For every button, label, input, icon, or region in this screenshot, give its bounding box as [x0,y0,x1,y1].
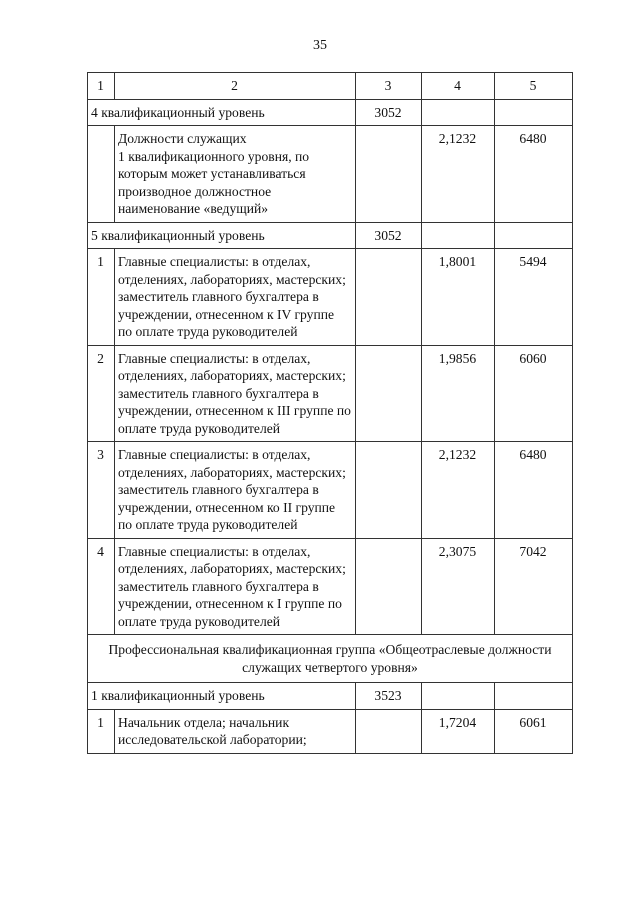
empty-cell [495,683,573,710]
table-row [88,126,573,223]
empty-cell [356,442,422,539]
table-header-row [88,73,573,100]
coefficient: 2,3075 [422,538,495,635]
table-row [88,249,573,346]
level-label: 1 квалификационный уровень [88,683,356,710]
level-code: 3052 [356,222,422,249]
table-row-level [88,99,573,126]
empty-cell [495,99,573,126]
position-name: Должности служащих 1 квалификационного уровня, по которым может устанавливаться производное должностное наименование «ведущий» [115,126,356,223]
header-col-3: 3 [356,73,422,100]
page-number: 35 [313,38,327,53]
level-code: 3052 [356,99,422,126]
row-number: 2 [88,345,115,442]
header-col-4: 4 [422,73,495,100]
empty-cell [422,99,495,126]
table-row [88,538,573,635]
coefficient: 1,7204 [422,709,495,753]
group-title: Профессиональная квалификационная группа «Общеотраслевые должности служащих четвертого уровня» [88,635,573,683]
salary: 6061 [495,709,573,753]
header-col-2: 2 [115,73,356,100]
level-label: 5 квалификационный уровень [88,222,356,249]
empty-cell [356,126,422,223]
coefficient: 2,1232 [422,126,495,223]
position-name: Главные специалисты: в отделах, отделениях, лабораториях, мастерских; заместитель главного бухгалтера в учреждении, отнесенном ко II группе по оплате труда руководителей [115,442,356,539]
table-row-group [88,635,573,683]
row-number: 4 [88,538,115,635]
salary: 6480 [495,442,573,539]
empty-cell [356,345,422,442]
row-number: 3 [88,442,115,539]
salary: 7042 [495,538,573,635]
salary: 5494 [495,249,573,346]
row-number: 1 [88,709,115,753]
table-row [88,709,573,753]
salary: 6480 [495,126,573,223]
table-row-level [88,222,573,249]
level-label: 4 квалификационный уровень [88,99,356,126]
position-name: Главные специалисты: в отделах, отделениях, лабораториях, мастерских; заместитель главного бухгалтера в учреждении, отнесенном к I группе по оплате труда руководителей [115,538,356,635]
header-col-5: 5 [495,73,573,100]
empty-cell [422,222,495,249]
row-number [88,126,115,223]
salary: 6060 [495,345,573,442]
empty-cell [422,683,495,710]
empty-cell [495,222,573,249]
table-row [88,442,573,539]
salary-table [87,72,573,754]
empty-cell [356,538,422,635]
row-number: 1 [88,249,115,346]
empty-cell [356,249,422,346]
position-name: Начальник отдела; начальник исследовательской лаборатории; [115,709,356,753]
table-row [88,345,573,442]
position-name: Главные специалисты: в отделах, отделениях, лабораториях, мастерских; заместитель главного бухгалтера в учреждении, отнесенном к III группе по оплате труда руководителей [115,345,356,442]
level-code: 3523 [356,683,422,710]
empty-cell [356,709,422,753]
coefficient: 1,8001 [422,249,495,346]
table-row-level [88,683,573,710]
coefficient: 1,9856 [422,345,495,442]
header-col-1: 1 [88,73,115,100]
position-name: Главные специалисты: в отделах, отделениях, лабораториях, мастерских; заместитель главного бухгалтера в учреждении, отнесенном к IV группе по оплате труда руководителей [115,249,356,346]
coefficient: 2,1232 [422,442,495,539]
